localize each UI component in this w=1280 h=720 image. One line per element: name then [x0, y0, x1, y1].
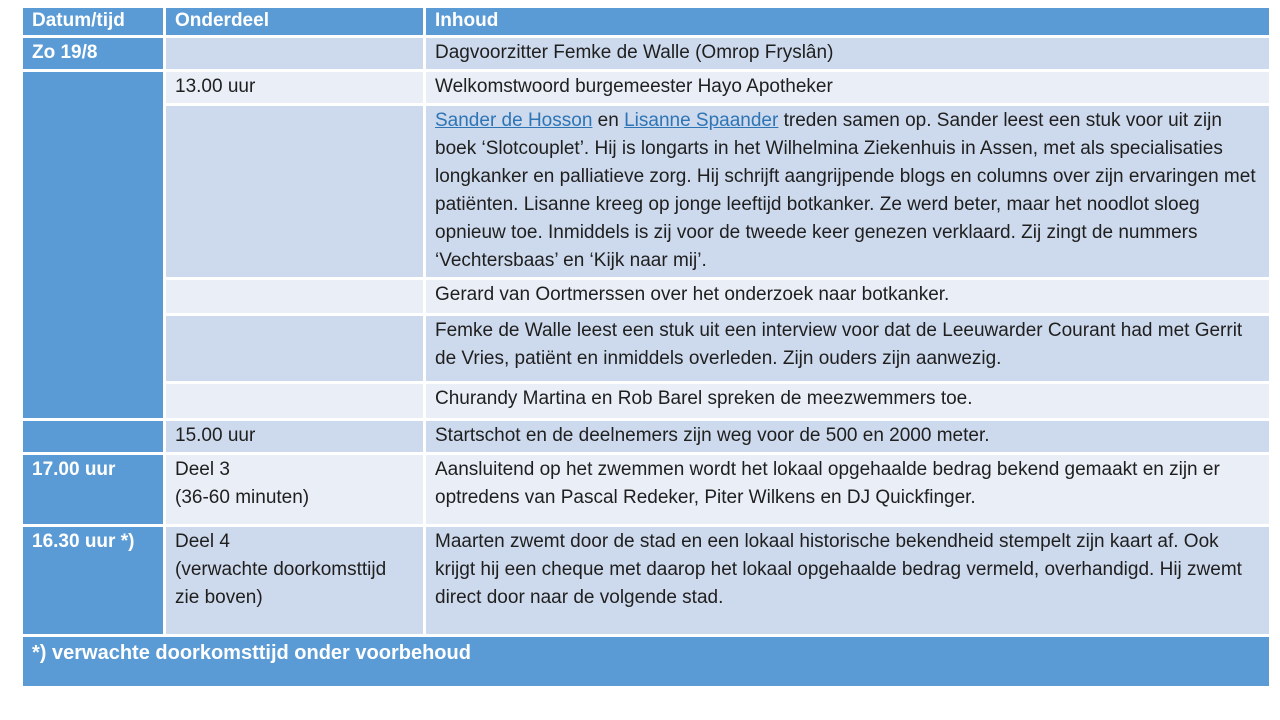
cell-onderdeel-deel3	[166, 455, 423, 524]
onderdeel-deel4-note: (verwachte doorkomsttijd zie boven)	[175, 559, 387, 608]
cell-inhoud-welkomstwoord: Welkomstwoord burgemeester Hayo Apotheker	[426, 72, 1269, 103]
cell-onderdeel-empty	[166, 316, 423, 381]
cell-onderdeel-1300: 13.00 uur	[166, 72, 423, 103]
table-row	[23, 421, 1269, 452]
cell-datum-merged-empty	[23, 72, 163, 418]
header-onderdeel: Onderdeel	[166, 8, 423, 35]
schedule-table	[20, 5, 1272, 689]
footnote-verwachte-doorkomsttijd: *) verwachte doorkomsttijd onder voorbehoud	[23, 637, 1269, 686]
cell-onderdeel-empty	[166, 106, 423, 277]
header-row	[23, 8, 1269, 35]
cell-datum-1700: 17.00 uur	[23, 455, 163, 524]
onderdeel-deel3-title: Deel 3	[175, 459, 230, 480]
table-row	[23, 38, 1269, 69]
cell-datum-empty	[23, 421, 163, 452]
table-row	[23, 316, 1269, 381]
onderdeel-deel4-title: Deel 4	[175, 531, 230, 552]
cell-onderdeel-deel4	[166, 527, 423, 634]
cell-onderdeel-1500: 15.00 uur	[166, 421, 423, 452]
cell-inhoud-deel3: Aansluitend op het zwemmen wordt het lokaal opgehaalde bedrag bekend gemaakt en zijn er optredens van Pascal Redeker, Piter Wilkens en DJ Quickfinger.	[426, 455, 1269, 524]
cell-inhoud-startschot: Startschot en de deelnemers zijn weg voor de 500 en 2000 meter.	[426, 421, 1269, 452]
cell-inhoud-sander-lisanne	[426, 106, 1269, 277]
link-sander-de-hosson[interactable]: Sander de Hosson	[435, 110, 593, 131]
table-row	[23, 527, 1269, 634]
cell-inhoud-gerard: Gerard van Oortmerssen over het onderzoek naar botkanker.	[426, 280, 1269, 313]
footer-row	[23, 637, 1269, 686]
table-row	[23, 384, 1269, 418]
text-separator: en	[592, 110, 625, 131]
cell-inhoud-femke-interview: Femke de Walle leest een stuk uit een interview voor dat de Leeuwarder Courant had met Gerrit de Vries, patiënt en inmiddels overleden. Zijn ouders zijn aanwezig.	[426, 316, 1269, 381]
cell-inhoud-churandy: Churandy Martina en Rob Barel spreken de meezwemmers toe.	[426, 384, 1269, 418]
cell-inhoud-dagvoorzitter: Dagvoorzitter Femke de Walle (Omrop Fryslân)	[426, 38, 1269, 69]
cell-datum-1630: 16.30 uur *)	[23, 527, 163, 634]
table-row	[23, 455, 1269, 524]
table-row	[23, 72, 1269, 103]
cell-onderdeel-empty	[166, 384, 423, 418]
onderdeel-deel3-duration: (36-60 minuten)	[175, 487, 310, 508]
cell-onderdeel-empty	[166, 280, 423, 313]
cell-onderdeel-empty	[166, 38, 423, 69]
header-datum-tijd: Datum/tijd	[23, 8, 163, 35]
text-sander-paragraph: treden samen op. Sander leest een stuk voor uit zijn boek ‘Slotcouplet’. Hij is longarts in het Wilhelmina Ziekenhuis in Assen, met als specialisaties longkanker en palliatieve zorg. Hij schrijft aangrijpende blogs en columns over zijn ervaringen met patiënten. Lisanne kreeg op jonge leeftijd botkanker. Ze werd beter, maar het noodlot sloeg opnieuw toe. Inmiddels is zij voor de tweede keer genezen verklaard. Zij zingt de nummers ‘Vechtersbaas’ en ‘Kijk naar mij’.	[435, 110, 1256, 271]
cell-datum-zo-19-8: Zo 19/8	[23, 38, 163, 69]
table-row	[23, 280, 1269, 313]
table-row	[23, 106, 1269, 277]
link-lisanne-spaander[interactable]: Lisanne Spaander	[624, 110, 779, 131]
header-inhoud: Inhoud	[426, 8, 1269, 35]
cell-inhoud-deel4: Maarten zwemt door de stad en een lokaal historische bekendheid stempelt zijn kaart af. Ook krijgt hij een cheque met daarop het lokaal opgehaalde bedrag vermeld, overhandigd. Hij zwemt direct door naar de volgende stad.	[426, 527, 1269, 634]
